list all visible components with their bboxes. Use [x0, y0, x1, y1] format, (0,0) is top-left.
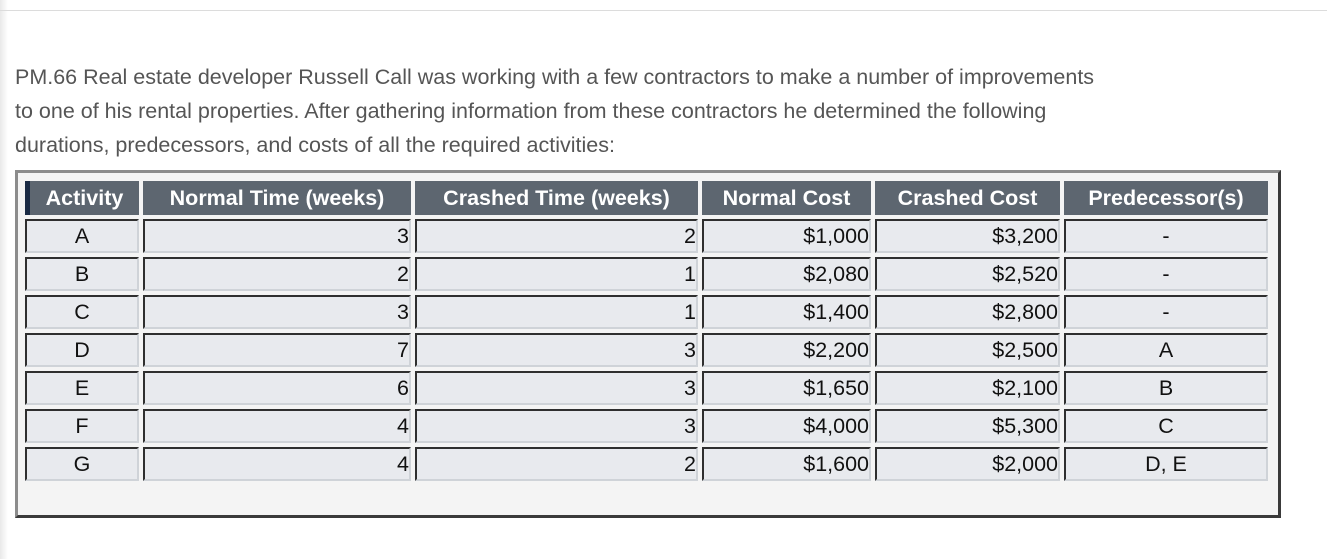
cell-activity: A: [25, 219, 139, 253]
table-row: [25, 409, 1268, 443]
cell-activity: C: [25, 295, 139, 329]
left-edge-shade: [0, 0, 8, 559]
cell-crashed-time: 1: [415, 257, 698, 291]
cell-normal-cost: $1,650: [702, 371, 871, 405]
cell-crashed-time: 3: [415, 371, 698, 405]
top-divider: [0, 10, 1327, 11]
cell-normal-time: 3: [143, 295, 411, 329]
cell-crashed-cost: $2,520: [875, 257, 1060, 291]
cell-crashed-cost: $5,300: [875, 409, 1060, 443]
header-activity: Activity: [25, 181, 139, 215]
cell-activity: G: [25, 447, 139, 481]
activity-table-frame: [15, 170, 1281, 518]
cell-activity: F: [25, 409, 139, 443]
table-header-row: [25, 181, 1268, 215]
cell-crashed-time: 3: [415, 409, 698, 443]
cell-crashed-time: 3: [415, 333, 698, 367]
cell-activity: B: [25, 257, 139, 291]
cell-normal-time: 6: [143, 371, 411, 405]
cell-predecessors: B: [1064, 371, 1268, 405]
cell-crashed-cost: $2,800: [875, 295, 1060, 329]
activity-table: [21, 177, 1272, 485]
table-row: [25, 257, 1268, 291]
cell-predecessors: A: [1064, 333, 1268, 367]
cell-predecessors: -: [1064, 295, 1268, 329]
cell-normal-time: 3: [143, 219, 411, 253]
table-row: [25, 333, 1268, 367]
cell-crashed-time: 1: [415, 295, 698, 329]
cell-normal-cost: $1,400: [702, 295, 871, 329]
cell-crashed-time: 2: [415, 219, 698, 253]
cell-normal-time: 7: [143, 333, 411, 367]
cell-predecessors: D, E: [1064, 447, 1268, 481]
cell-activity: D: [25, 333, 139, 367]
cell-crashed-time: 2: [415, 447, 698, 481]
table-row: [25, 219, 1268, 253]
table-row: [25, 371, 1268, 405]
cell-predecessors: -: [1064, 219, 1268, 253]
cell-crashed-cost: $2,500: [875, 333, 1060, 367]
header-crashed-time: Crashed Time (weeks): [415, 181, 698, 215]
cell-normal-cost: $1,000: [702, 219, 871, 253]
problem-statement: PM.66 Real estate developer Russell Call was working with a few contractors to make a number of improvements to one of his rental properties. After gathering information from these contractors he determined the following durations, predecessors, and costs of all the required activities:: [15, 65, 1095, 157]
cell-crashed-cost: $2,100: [875, 371, 1060, 405]
cell-normal-time: 4: [143, 447, 411, 481]
header-normal-time: Normal Time (weeks): [143, 181, 411, 215]
table-row: [25, 447, 1268, 481]
cell-crashed-cost: $2,000: [875, 447, 1060, 481]
header-normal-cost: Normal Cost: [702, 181, 871, 215]
cell-normal-cost: $4,000: [702, 409, 871, 443]
table-row: [25, 295, 1268, 329]
cell-activity: E: [25, 371, 139, 405]
cell-predecessors: C: [1064, 409, 1268, 443]
cell-normal-time: 4: [143, 409, 411, 443]
cell-normal-cost: $1,600: [702, 447, 871, 481]
cell-normal-time: 2: [143, 257, 411, 291]
cell-predecessors: -: [1064, 257, 1268, 291]
header-predecessors: Predecessor(s): [1064, 181, 1268, 215]
cell-normal-cost: $2,200: [702, 333, 871, 367]
header-crashed-cost: Crashed Cost: [875, 181, 1060, 215]
cell-normal-cost: $2,080: [702, 257, 871, 291]
cell-crashed-cost: $3,200: [875, 219, 1060, 253]
